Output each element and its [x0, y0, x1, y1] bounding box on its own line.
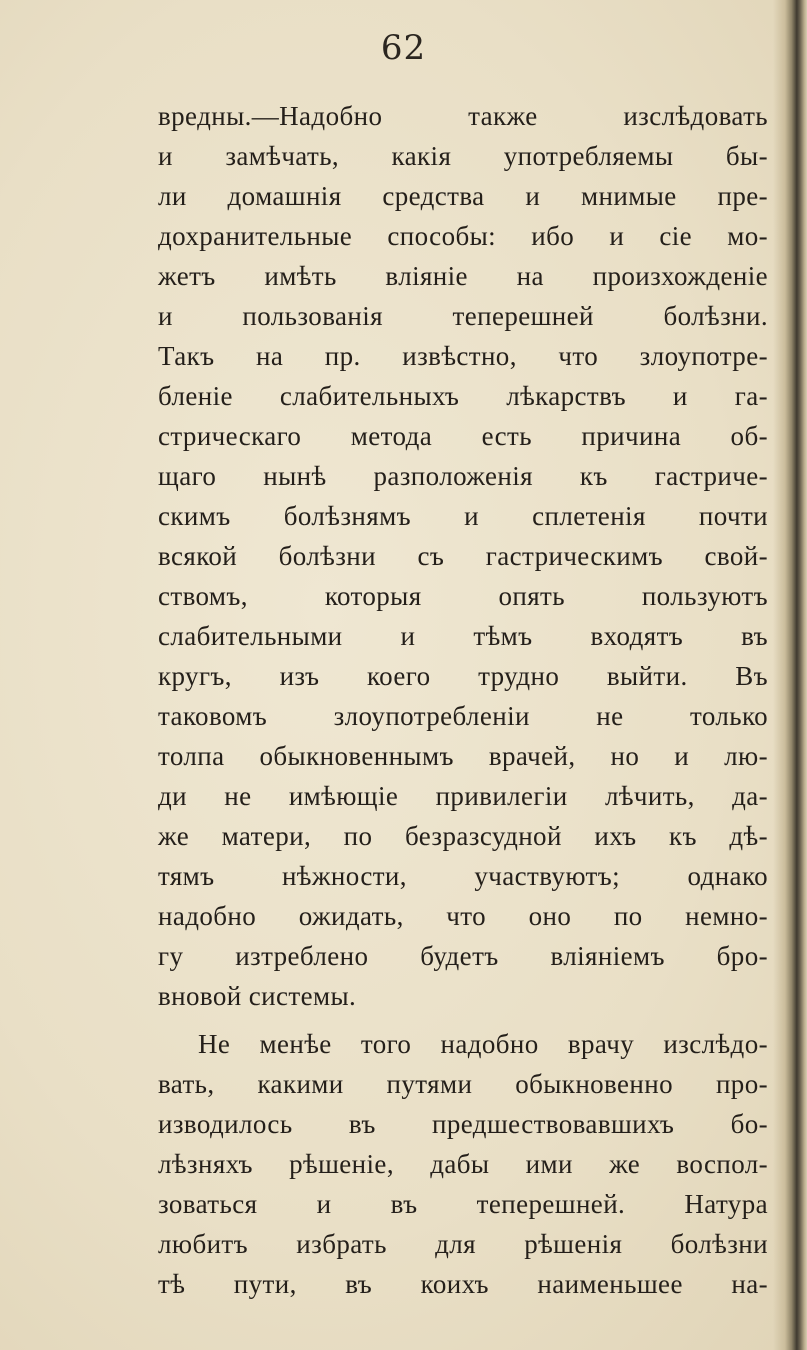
text-line: дохранительные способы: ибо и сіе мо- [158, 221, 768, 251]
text-line: любитъ избрать для рѣшенія болѣзни [158, 1229, 768, 1259]
text-line: кругъ, изъ коего трудно выйти. Въ [158, 661, 768, 691]
text-line: зоваться и въ теперешней. Натура [158, 1189, 768, 1219]
text-line: вредны.—Надобно также изслѣдовать [158, 101, 768, 131]
text-line: и замѣчать, какія употребляемы бы- [158, 141, 768, 171]
paragraph [158, 96, 768, 1016]
text-line: лѣзняхъ рѣшеніе, дабы ими же воспол- [158, 1149, 768, 1179]
text-line: стрическаго метода есть причина об- [158, 421, 768, 451]
text-line: ди не имѣющіе привилегіи лѣчить, да- [158, 781, 768, 811]
text-line: толпа обыкновеннымъ врачей, но и лю- [158, 741, 768, 771]
text-line: же матери, по безразсудной ихъ къ дѣ- [158, 821, 768, 851]
text-line: ли домашнія средства и мнимые пре- [158, 181, 768, 211]
text-line: тѣ пути, въ коихъ наименьшее на- [158, 1269, 768, 1299]
text-line: таковомъ злоупотребленіи не только [158, 701, 768, 731]
text-line: жетъ имѣть вліяніе на произхожденіе [158, 261, 768, 291]
paragraph [158, 1024, 768, 1304]
text-line: изводилось въ предшествовавшихъ бо- [158, 1109, 768, 1139]
text-line: всякой болѣзни съ гастрическимъ свой- [158, 541, 768, 571]
text-line: ствомъ, которыя опять пользуютъ [158, 581, 768, 611]
paragraph-gap [158, 1016, 768, 1024]
text-line: слабительными и тѣмъ входятъ въ [158, 621, 768, 651]
text-body [158, 96, 768, 1304]
text-line: щаго нынѣ разположенія къ гастриче- [158, 461, 768, 491]
binding-edge-shadow [773, 0, 807, 1350]
text-line: тямъ нѣжности, участвуютъ; однако [158, 861, 768, 891]
text-line: бленіе слабительныхъ лѣкарствъ и га- [158, 381, 768, 411]
text-line: и пользованія теперешней болѣзни. [158, 301, 768, 331]
page-number: 62 [380, 28, 427, 68]
text-line: вать, какими путями обыкновенно про- [158, 1069, 768, 1099]
text-line: надобно ожидать, что оно по немно- [158, 901, 768, 931]
text-line: Не менѣе того надобно врачу изслѣдо- [198, 1029, 768, 1059]
text-line: гу изтреблено будетъ вліяніемъ бро- [158, 941, 768, 971]
text-line: скимъ болѣзнямъ и сплетенія почти [158, 501, 768, 531]
text-line: Такъ на пр. извѣстно, что злоупотре- [158, 341, 768, 371]
text-line: вновой системы. [158, 981, 357, 1011]
